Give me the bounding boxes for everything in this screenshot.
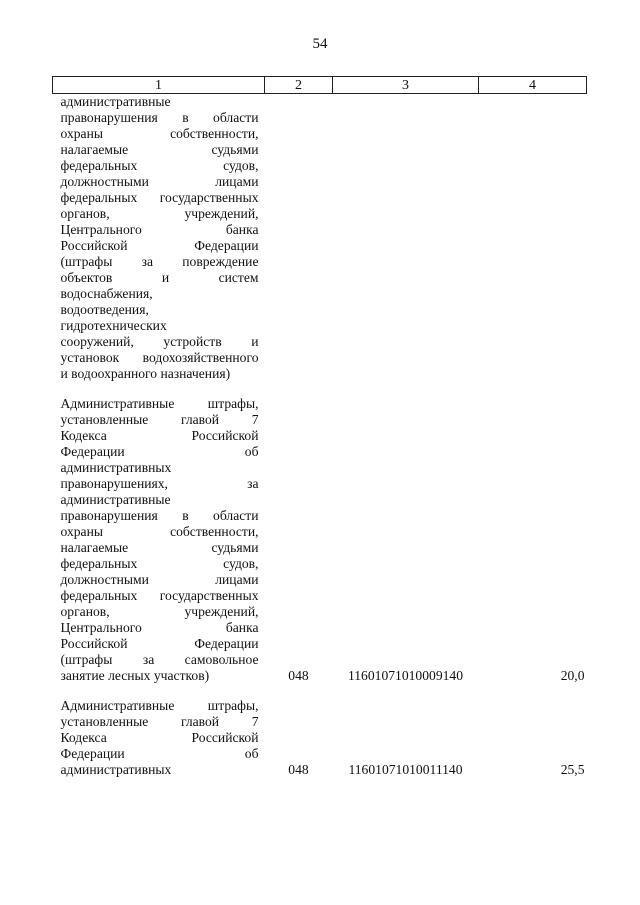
description-line: охраны собственности, xyxy=(60,524,259,539)
description-line: Российской Федерации xyxy=(60,238,259,253)
header-col-4: 4 xyxy=(479,77,587,94)
description-line: водоснабжения, xyxy=(60,286,153,301)
description-line: и водоохранного назначения) xyxy=(60,366,231,381)
row-amount xyxy=(479,94,587,383)
description-line: (штрафы за повреждение xyxy=(60,254,259,269)
row-admin-code: 048 xyxy=(288,762,309,777)
description-line: правонарушения в области xyxy=(60,508,259,523)
description-line: Федерации об xyxy=(60,746,259,761)
row-admin-code: 048 xyxy=(288,668,309,683)
row-spacer xyxy=(53,382,587,396)
description-line: охраны собственности, xyxy=(60,126,259,141)
description-line: административных xyxy=(60,460,172,475)
description-line: Административные штрафы, xyxy=(60,698,259,713)
header-row xyxy=(53,77,587,94)
row-description xyxy=(53,396,265,684)
row-budget-code xyxy=(333,94,479,383)
description-line: административные xyxy=(60,492,171,507)
description-line: федеральных государственных xyxy=(60,588,259,603)
table-body xyxy=(53,94,587,779)
description-line: водоотведения, xyxy=(60,302,149,317)
row-amount: 25,5 xyxy=(560,762,585,777)
description-line: должностными лицами xyxy=(60,174,259,189)
description-line: (штрафы за самовольное xyxy=(60,652,259,667)
row-budget-code: 11601071010011140 xyxy=(348,762,463,777)
description-line: Центрального банка xyxy=(60,222,259,237)
row-spacer xyxy=(53,684,587,698)
description-line: органов, учреждений, xyxy=(60,604,259,619)
description-line: сооружений, устройств и xyxy=(60,334,259,349)
description-line: Административные штрафы, xyxy=(60,396,259,411)
header-col-1: 1 xyxy=(53,77,265,94)
header-col-2: 2 xyxy=(265,77,333,94)
description-line: должностными лицами xyxy=(60,572,259,587)
row-budget-code: 11601071010009140 xyxy=(347,668,464,683)
description-line: установленные главой 7 xyxy=(60,412,259,427)
table-header xyxy=(53,77,587,94)
description-line: административных xyxy=(60,762,172,777)
description-line: Федерации об xyxy=(60,444,259,459)
table-row xyxy=(53,94,587,383)
description-line: гидротехнических xyxy=(60,318,167,333)
row-description xyxy=(53,698,265,778)
description-line: объектов и систем xyxy=(60,270,259,285)
header-col-3: 3 xyxy=(333,77,479,94)
description-line: правонарушениях, за xyxy=(60,476,259,491)
page-number: 54 xyxy=(312,36,328,52)
row-amount: 20,0 xyxy=(560,668,585,683)
description-line: федеральных судов, xyxy=(60,158,259,173)
description-line: правонарушения в области xyxy=(60,110,259,125)
description-line: налагаемые судьями xyxy=(60,540,259,555)
description-line: Центрального банка xyxy=(60,620,259,635)
description-line: установок водохозяйственного xyxy=(60,350,259,365)
description-line: федеральных государственных xyxy=(60,190,259,205)
description-line: федеральных судов, xyxy=(60,556,259,571)
description-line: налагаемые судьями xyxy=(60,142,259,157)
description-line: Кодекса Российской xyxy=(60,428,259,443)
description-line: Кодекса Российской xyxy=(60,730,259,745)
table-row xyxy=(53,698,587,778)
table-row xyxy=(53,396,587,684)
budget-table xyxy=(52,76,587,778)
description-line: административные xyxy=(60,94,171,109)
description-line: Российской Федерации xyxy=(60,636,259,651)
description-line: занятие лесных участков) xyxy=(60,668,210,683)
row-description xyxy=(53,94,265,383)
row-admin-code xyxy=(265,94,333,383)
description-line: установленные главой 7 xyxy=(60,714,259,729)
description-line: органов, учреждений, xyxy=(60,206,259,221)
